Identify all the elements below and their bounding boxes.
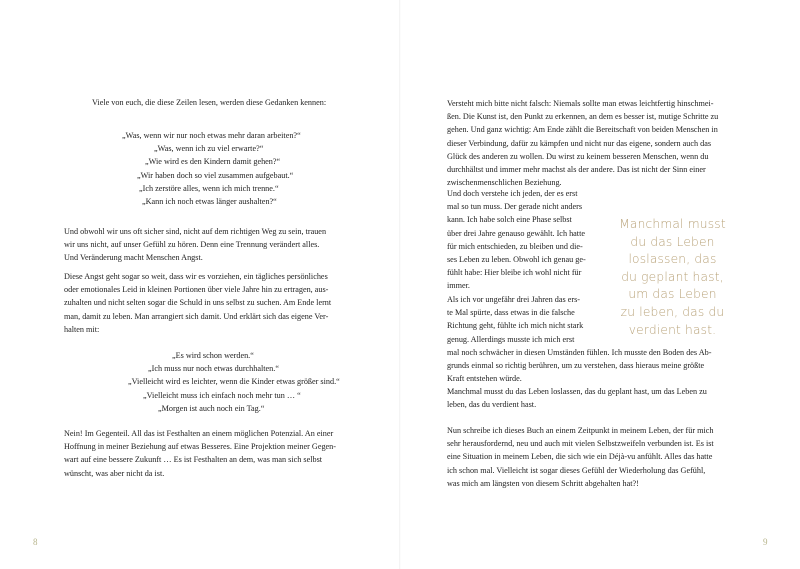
pull-quote-line: Manchmal musst <box>619 217 726 231</box>
text-line: grunds einmal so richtig berühren, um zu verstehen, dass hieraus meine größte <box>447 361 705 371</box>
quote-line: „Kann ich noch etwas länger aushalten?“ <box>142 197 277 207</box>
quote-line: „Vielleicht wird es leichter, wenn die Kinder etwas größer sind.“ <box>128 377 340 387</box>
quote-line: „Ich zerstöre alles, wenn ich mich trenne.“ <box>139 183 279 193</box>
text-line: genug. Allerdings musste ich mich erst <box>447 334 575 344</box>
paragraph <box>447 187 586 293</box>
paragraph <box>64 427 336 480</box>
pull-quote-line: verdient hast. <box>628 322 717 337</box>
text-line: sehr herausfordernd, neu und auch mit vielen Selbstzweifeln verbunden ist. Es ist <box>447 439 714 449</box>
pull-quote-line: loslassen, das <box>628 252 717 267</box>
text-line: man, damit zu leben. Man arrangiert sich damit. Und erklärt sich das eigene Ver- <box>64 311 329 321</box>
text-line: Richtung geht, fühlte ich mich nicht stark <box>447 321 584 331</box>
paragraph <box>447 424 714 490</box>
text-line: durchhältst und immer mehr machst als der andere. Das ist nicht der Sinn einer <box>447 165 706 175</box>
text-line: leben, das du verdient hast. <box>447 400 537 410</box>
text-line: eine Situation in meinem Leben, die sich wie ein Déjà-vu anfühlt. Alles das hatte <box>447 452 713 462</box>
intro-line: Viele von euch, die diese Zeilen lesen, werden diese Gedanken kennen: <box>92 98 327 107</box>
text-line: fühlt habe: Hier bleibe ich wohl nicht für <box>447 268 582 278</box>
text-line: kann. Ich habe solch eine Phase selbst <box>447 215 572 225</box>
text-line: Als ich vor ungefähr drei Jahren das ers- <box>447 295 580 304</box>
text-line: wünscht, was aber nicht da ist. <box>64 468 165 478</box>
text-line: Diese Angst geht sogar so weit, dass wir es vorziehen, ein tägliches persönliches <box>64 272 328 281</box>
text-line: wir uns nicht, auf unser Gefühl zu hören. Denn eine Trennung verändert alles. <box>64 240 320 250</box>
text-line: Und Veränderung macht Menschen Angst. <box>64 253 203 263</box>
quote-line: „Wie wird es den Kindern damit gehen?“ <box>145 157 281 167</box>
text-line: Und obwohl wir uns oft sicher sind, nicht auf dem richtigen Weg zu sein, trauen <box>64 227 327 236</box>
paragraph <box>64 225 326 265</box>
text-line: mal noch schwächer in diesen Umständen fühlen. Ich musste den Boden des Ab- <box>447 347 712 357</box>
text-line: te Mal spürte, dass etwas in die falsche <box>447 308 575 318</box>
text-line: dieser Verbindung, dafür zu kämpfen und nicht nur das eigene, sondern auch das <box>447 138 712 148</box>
text-line: für mich entschieden, zu bleiben und die- <box>447 241 583 251</box>
text-line: Nein! Im Gegenteil. All das ist Festhalten an einem möglichen Potenzial. An einer <box>64 429 334 438</box>
text-line: zuhalten und nicht selten sogar die Schuld in uns selbst zu suchen. Am Ende lernt <box>64 298 332 308</box>
quote-line: „Es wird schon werden.“ <box>172 351 254 360</box>
quote-line: „Was, wenn ich zu viel erwarte?“ <box>154 144 264 154</box>
pull-quote-line: um das Leben <box>628 287 717 302</box>
text-line: halten mit: <box>64 324 100 334</box>
text-line: über drei Jahre genauso gewählt. Ich hatte <box>447 228 585 238</box>
quote-block-1 <box>118 129 301 208</box>
quote-line: „Vielleicht muss ich einfach noch mehr tun … “ <box>143 390 301 400</box>
page-number-left: 8 <box>33 537 38 547</box>
text-line: ich schon mal. Vielleicht ist sogar dieses Gefühl der Wiederholung das Gefühl, <box>447 465 706 475</box>
text-line: gehen. Und ganz wichtig: Am Ende zählt die Bereitschaft von beiden Menschen in <box>447 125 718 135</box>
text-line: was mich am längsten von diesem Schritt abgehalten hat?! <box>447 478 639 488</box>
pull-quote <box>605 216 740 339</box>
text-line: Und doch verstehe ich jeden, der es erst <box>447 189 578 198</box>
paragraph <box>447 385 707 411</box>
text-line: Hoffnung in meiner Beziehung auf etwas Besseres. Eine Projektion meiner Gegen- <box>64 442 337 452</box>
text-line: zwischenmenschlichen Beziehung. <box>447 178 562 188</box>
text-line: mal so tun muss. Der gerade nicht anders <box>447 202 583 212</box>
text-line: wart auf eine bessere Zukunft … Es ist Festhalten an dem, was man sich selbst <box>64 455 323 465</box>
pull-quote-line: du das Leben <box>630 234 715 249</box>
text-line: Kraft entstehen würde. <box>447 374 522 384</box>
page-number-right: 9 <box>763 537 768 547</box>
quote-block-2 <box>108 349 340 415</box>
text-line: Glück des anderen zu wollen. Du wirst zu keinem besseren Menschen, wenn du <box>447 151 709 161</box>
quote-line: „Morgen ist auch noch ein Tag.“ <box>158 403 265 413</box>
quote-line: „Wir haben doch so viel zusammen aufgebaut.“ <box>137 170 294 180</box>
paragraph <box>447 97 718 189</box>
text-line: ses Leben zu leben. Obwohl ich genau ge- <box>447 255 586 265</box>
text-line: ßen. Die Kunst ist, den Punkt zu erkennen, an dem es besser ist, mutige Schritte zu <box>447 112 719 122</box>
text-line: Versteht mich bitte nicht falsch: Niemals sollte man etwas leichtfertig hinschmei- <box>447 99 714 108</box>
text-line: oder emotionales Leid in kleinen Portionen über viele Jahre hin zu ertragen, aus- <box>64 285 329 295</box>
pull-quote-line: zu leben, das du <box>620 304 725 319</box>
right-page <box>400 0 800 569</box>
quote-line: „Was, wenn wir nur noch etwas mehr daran arbeiten?“ <box>122 131 301 140</box>
text-line: Nun schreibe ich dieses Buch an einem Zeitpunkt in meinem Leben, der für mich <box>447 426 714 435</box>
text-line: Manchmal musst du das Leben loslassen, das du geplant hast, um das Leben zu <box>447 387 707 396</box>
quote-line: „Ich muss nur noch etwas durchhalten.“ <box>148 364 279 374</box>
text-line: immer. <box>447 281 470 291</box>
paragraph <box>64 270 331 336</box>
pull-quote-line: du geplant hast, <box>621 269 724 284</box>
